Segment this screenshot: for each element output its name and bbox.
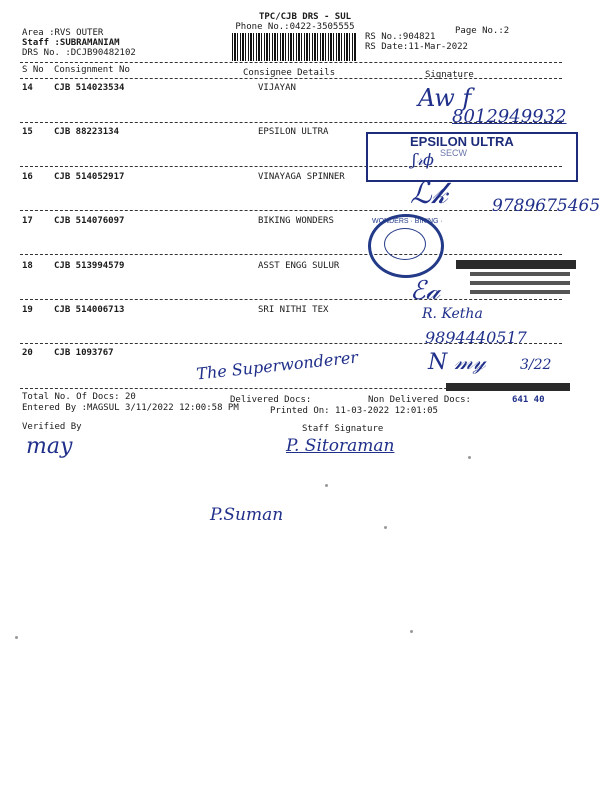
row-consignee: ASST ENGG SULUR	[258, 261, 340, 271]
row-sno: 14	[22, 83, 33, 93]
non-delivered-docs: Non Delivered Docs:	[368, 395, 471, 405]
seal-text: WONDERS · BIKING ·	[372, 218, 443, 225]
phone-handwritten-19: 9894440517	[425, 328, 527, 347]
stamp-subtext: SECW	[440, 148, 467, 158]
non-delivered-count: 641 40	[512, 395, 545, 405]
scan-speck	[468, 456, 471, 459]
total-docs: Total No. Of Docs: 20	[22, 392, 136, 402]
verified-signature: may	[26, 434, 73, 459]
scan-speck	[15, 636, 18, 639]
tamil-stamp	[456, 260, 576, 269]
row-consignment: CJB 513994579	[54, 261, 125, 271]
staff-signature-label: Staff Signature	[302, 424, 384, 434]
bottom-signature: P.Suman	[210, 505, 284, 525]
row-consignment: CJB 514006713	[54, 305, 125, 315]
row-sno: 16	[22, 172, 33, 182]
rs-number: RS No.:904821	[365, 32, 436, 42]
signature-row-16: ℒ𝓀	[410, 176, 448, 211]
row-consignment: CJB 514023534	[54, 83, 125, 93]
staff-signature: P. Sitoraman	[286, 436, 395, 456]
divider	[20, 78, 562, 79]
row-sno: 17	[22, 216, 33, 226]
scan-speck	[384, 526, 387, 529]
row-consignee: SRI NITHI TEX	[258, 305, 329, 315]
area-field: Area :RVS OUTER	[22, 28, 104, 38]
signature-row-20b: N 𝓂𝓎	[428, 350, 486, 375]
page-number: Page No.:2	[455, 26, 510, 36]
row-sno: 15	[22, 127, 33, 137]
row-sno: 18	[22, 261, 33, 271]
tamil-stamp-line	[470, 290, 570, 294]
barcode	[232, 33, 356, 61]
tamil-stamp-line	[470, 281, 570, 285]
report-title: TPC/CJB DRS - SUL	[258, 12, 352, 22]
divider	[20, 62, 562, 63]
signature-row-15: ʃ𝓇ϕ	[412, 150, 434, 169]
row-sno: 20	[22, 348, 33, 358]
signature-row-18: ℰ𝒶	[410, 276, 441, 306]
col-consignment: Consignment No	[54, 65, 130, 75]
row-consignee: VINAYAGA SPINNER	[258, 172, 345, 182]
row-consignment: CJB 1093767	[54, 348, 114, 358]
stamp-text: EPSILON ULTRA	[410, 134, 514, 149]
signature-row-20: The Superwonderer	[195, 347, 359, 384]
row-consignee: VIJAYAN	[258, 83, 296, 93]
tamil-stamp-line	[470, 272, 570, 276]
signature-row-19: R. Ketha	[422, 306, 483, 322]
handwritten-date: 3/22	[520, 357, 552, 373]
divider	[20, 254, 562, 255]
verified-by-label: Verified By	[22, 422, 82, 432]
col-sno: S No	[22, 65, 44, 75]
delivered-docs: Delivered Docs:	[230, 395, 312, 405]
printed-on: Printed On: 11-03-2022 12:01:05	[270, 406, 438, 416]
staff-field: Staff :SUBRAMANIAM	[22, 38, 120, 48]
row-consignee: EPSILON ULTRA	[258, 127, 329, 137]
row-consignee: BIKING WONDERS	[258, 216, 334, 226]
divider	[20, 210, 562, 211]
row-consignment: CJB 514052917	[54, 172, 125, 182]
rs-date: RS Date:11-Mar-2022	[365, 42, 468, 52]
row-consignment: CJB 88223134	[54, 127, 120, 137]
phone-handwritten-14: 8012949932	[452, 106, 567, 127]
round-seal-inner	[384, 228, 426, 260]
drs-number: DRS No. :DCJB90482102	[22, 48, 136, 58]
entered-by: Entered By :MAGSUL 3/11/2022 12:00:58 PM	[22, 403, 239, 413]
divider	[20, 299, 562, 300]
col-signature: Signature	[425, 70, 474, 80]
phone-handwritten-17: 9789675465	[492, 196, 600, 216]
row-sno: 19	[22, 305, 33, 315]
phone-number: Phone No.:0422-3505555	[235, 22, 355, 32]
scan-speck	[325, 484, 328, 487]
stamp-bar	[446, 383, 570, 391]
row-consignment: CJB 514076097	[54, 216, 125, 226]
col-consignee: Consignee Details	[243, 68, 336, 78]
signature-row-14: Aw f	[418, 84, 472, 112]
scan-speck	[410, 630, 413, 633]
